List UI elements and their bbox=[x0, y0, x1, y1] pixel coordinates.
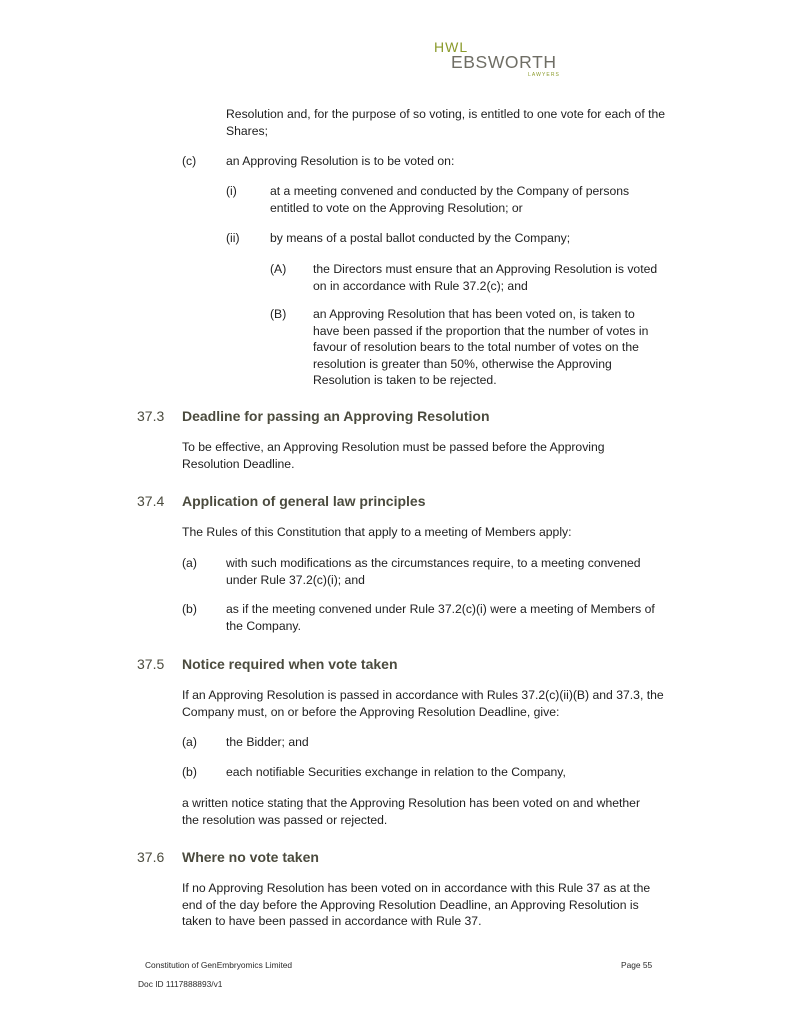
footer-doc-id: Doc ID 1117888893/v1 bbox=[138, 979, 223, 989]
firm-logo bbox=[430, 38, 570, 82]
list-item-label: (a) bbox=[182, 556, 197, 570]
section-closing-paragraph: a written notice stating that the Approving Resolution has been voted on and whether the resolution was passed or rejected. bbox=[182, 796, 641, 827]
footer-page-number: Page 55 bbox=[621, 960, 653, 970]
subclause-label: (i) bbox=[226, 184, 237, 198]
section-number: 37.4 bbox=[137, 493, 165, 509]
section-number: 37.5 bbox=[137, 656, 165, 672]
list-item-text: each notifiable Securities exchange in relation to the Company, bbox=[226, 765, 566, 779]
footer-document-title: Constitution of GenEmbryomics Limited bbox=[145, 960, 293, 970]
section-paragraph: If an Approving Resolution is passed in accordance with Rules 37.2(c)(ii)(B) and 37.3, the Company must, on or before the Approving Resolution Deadline, give: bbox=[182, 688, 664, 719]
paragraph-label: (A) bbox=[270, 262, 287, 276]
paragraph-label: (B) bbox=[270, 307, 287, 321]
paragraph-text: the Directors must ensure that an Approving Resolution is voted on in accordance with Rule 37.2(c); and bbox=[313, 262, 658, 293]
list-item-label: (a) bbox=[182, 735, 197, 749]
subclause-label: (ii) bbox=[226, 231, 240, 245]
section-heading: Where no vote taken bbox=[182, 849, 319, 865]
section-paragraph: The Rules of this Constitution that apply to a meeting of Members apply: bbox=[182, 525, 572, 539]
subclause-text: by means of a postal ballot conducted by the Company; bbox=[270, 231, 571, 245]
logo-ebsworth: EBSWORTH bbox=[451, 52, 557, 72]
list-item-text: the Bidder; and bbox=[226, 735, 309, 749]
section-number: 37.3 bbox=[137, 408, 165, 424]
continuation-paragraph: Resolution and, for the purpose of so voting, is entitled to one vote for each of the Shares; bbox=[226, 107, 666, 138]
list-item-label: (b) bbox=[182, 602, 197, 616]
section-paragraph: If no Approving Resolution has been voted on in accordance with this Rule 37 as at the end of the day before the Approving Resolution Deadline, an Approving Resolution is taken to have been passed in accordance with Rule 37. bbox=[182, 881, 651, 929]
subclause-text: at a meeting convened and conducted by the Company of persons entitled to vote on the Approving Resolution; or bbox=[270, 184, 630, 215]
section-paragraph: To be effective, an Approving Resolution must be passed before the Approving Resolution Deadline. bbox=[182, 440, 605, 471]
section-heading: Application of general law principles bbox=[182, 493, 426, 509]
section-heading: Notice required when vote taken bbox=[182, 656, 398, 672]
section-heading: Deadline for passing an Approving Resolution bbox=[182, 408, 490, 424]
logo-lawyers: LAWYERS bbox=[528, 72, 560, 78]
list-item-text: with such modifications as the circumstances require, to a meeting convened under Rule 37.2(c)(i); and bbox=[226, 556, 641, 587]
paragraph-text: an Approving Resolution that has been voted on, is taken to have been passed if the proportion that the number of votes in favour of resolution bears to the total number of votes on the resolution is greater than 50%, otherwise the Approving Resolution is taken to be rejected. bbox=[313, 307, 649, 388]
section-number: 37.6 bbox=[137, 849, 165, 865]
clause-label: (c) bbox=[182, 154, 197, 168]
list-item-text: as if the meeting convened under Rule 37.2(c)(i) were a meeting of Members of the Company. bbox=[226, 602, 655, 633]
clause-text: an Approving Resolution is to be voted on: bbox=[226, 154, 455, 168]
logo-hwl: HWL bbox=[434, 39, 469, 55]
list-item-label: (b) bbox=[182, 765, 197, 779]
